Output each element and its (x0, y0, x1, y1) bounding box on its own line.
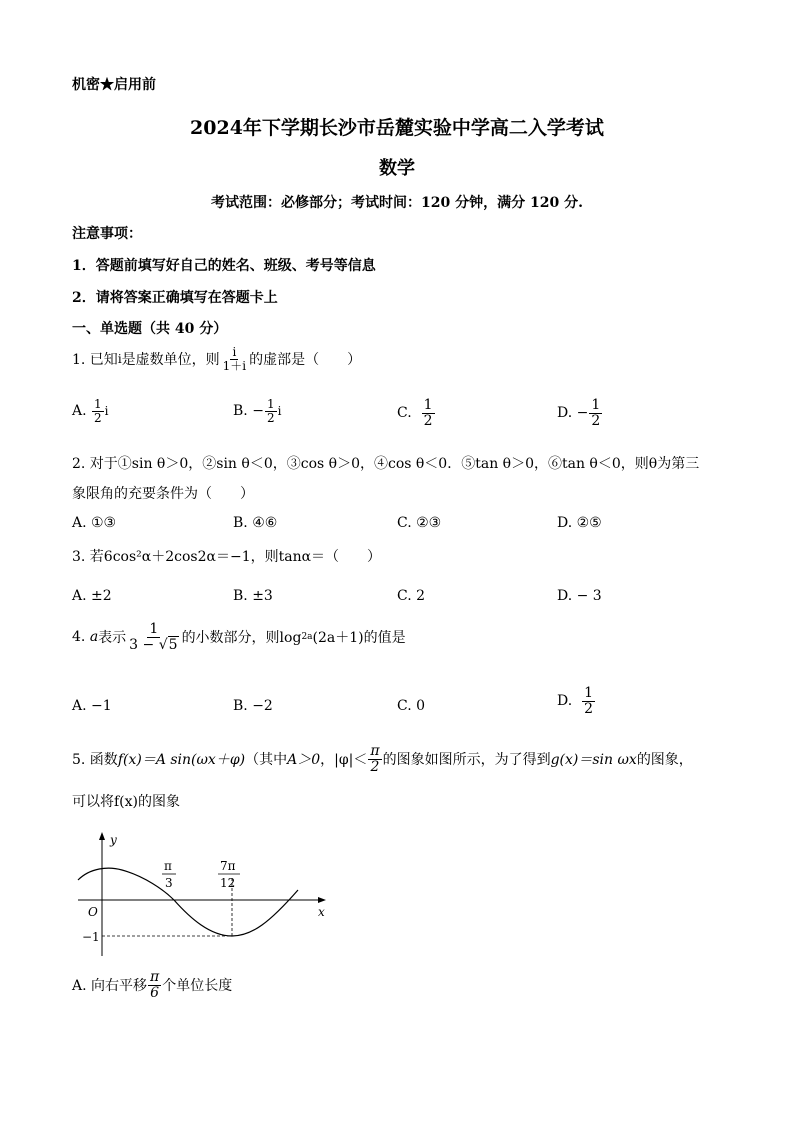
note-item: 1．答题前填写好自己的姓名、班级、考号等信息 (72, 258, 376, 274)
q5-part2: （其中 (245, 752, 288, 769)
origin-label: O (88, 905, 98, 919)
option-suffix: 个单位长度 (162, 978, 233, 995)
frac-den: 6 (150, 984, 160, 1001)
tick2-den: 12 (220, 876, 236, 890)
tick1-num: π (164, 859, 172, 873)
question-5 (72, 744, 693, 774)
secret-label: 机密★启用前 (72, 77, 156, 93)
frac-num: 1 (266, 397, 275, 411)
question-1 (72, 346, 361, 372)
tick2-num: 7π (220, 859, 236, 873)
note-item: 2．请将答案正确填写在答题卡上 (72, 290, 278, 306)
q4-option-c[interactable]: C. 0 (397, 698, 426, 714)
sine-graph (60, 828, 350, 960)
q1-mid: 是虚数单位，则 (121, 352, 220, 369)
q4-option-a[interactable]: A. −1 (72, 698, 112, 714)
q4-option-d[interactable] (557, 686, 596, 716)
x-label: x (318, 905, 325, 919)
option-label: B. (233, 403, 248, 420)
q1-frac-den: 1＋i (222, 358, 247, 373)
exam-scope: 考试范围：必修部分；考试时间：120 分钟，满分 120 分. (211, 195, 583, 211)
question-4 (72, 622, 406, 652)
frac-den: 3 − √5 (129, 636, 178, 653)
y-axis-arrow-icon (99, 832, 105, 840)
frac-den: 2 (370, 758, 380, 775)
option-prefix: A. 向右平移 (72, 978, 148, 995)
frac-den: 2 (423, 412, 433, 429)
q4-var: a (89, 629, 99, 646)
option-fraction (582, 686, 595, 716)
q2-option-b[interactable]: B. ④⑥ (233, 515, 278, 531)
q3-option-d[interactable]: D. − 3 (557, 588, 602, 604)
frac-num: 1 (94, 397, 102, 411)
q5-part1: 5. 函数 (72, 752, 118, 769)
option-fraction (589, 398, 602, 428)
q5-part4: 的图象如图所示，为了得到 (382, 752, 551, 769)
q4-fraction (127, 622, 180, 652)
x-axis-arrow-icon (318, 897, 326, 903)
option-tail: i (277, 404, 282, 419)
tick1-den: 3 (165, 876, 173, 890)
section-heading: 一、单选题（共 40 分） (72, 321, 228, 337)
q1-option-c[interactable] (397, 398, 436, 428)
option-fraction (92, 398, 104, 424)
q5-cond1: A＞0 (287, 752, 321, 769)
q4-log-arg: (2a＋1)的值是 (312, 630, 406, 647)
q5-f: f(x)＝A sin(ωx＋φ) (117, 752, 246, 769)
q4-option-b[interactable]: B. −2 (233, 698, 273, 714)
q2-option-c[interactable]: C. ②③ (397, 515, 442, 531)
q1-option-d[interactable] (557, 398, 603, 428)
ymin-label: −1 (82, 930, 100, 944)
q4-log-sub: 2a (301, 632, 313, 643)
q3-option-a[interactable]: A. ±2 (72, 588, 112, 604)
y-label: y (110, 833, 117, 847)
q5-line2: 可以将f(x)的图象 (72, 794, 181, 810)
q4-mid: 表示 (98, 630, 127, 647)
q5-g: g(x)＝sin ωx (550, 752, 637, 769)
q3-text: 3. 若6cos²α＋2cos2α＝−1，则tanα＝（ ） (72, 549, 382, 565)
option-label: D. (557, 405, 573, 422)
exam-title: 2024年下学期长沙市岳麓实验中学高二入学考试 (190, 117, 604, 139)
frac-den: 2 (266, 410, 275, 425)
q2-line2: 象限角的充要条件为（ ） (72, 486, 254, 502)
option-sign: − (576, 405, 589, 422)
option-label: D. (557, 693, 573, 710)
frac-num: π (150, 969, 160, 985)
option-fraction (422, 398, 435, 428)
q1-suffix: 的虚部是（ ） (249, 352, 362, 369)
q1-option-b[interactable] (233, 398, 281, 424)
q1-fraction (221, 346, 248, 372)
option-label: C. (397, 405, 412, 422)
frac-num: 1 (149, 621, 159, 637)
option-sign: − (252, 403, 264, 420)
frac-den: 2 (591, 412, 601, 429)
q3-option-b[interactable]: B. ±3 (233, 588, 273, 604)
q5-part5: 的图象， (636, 752, 693, 769)
q4-suffix: 的小数部分，则log (181, 630, 302, 647)
frac-den: 2 (94, 410, 102, 425)
q4-prefix: 4. (72, 629, 86, 646)
option-fraction (148, 970, 161, 1000)
frac-num: π (370, 743, 380, 759)
q1-frac-num: i (232, 345, 237, 359)
option-tail: i (104, 404, 109, 419)
q5-part3: ，|φ|＜ (320, 752, 368, 769)
notes-heading: 注意事项： (72, 226, 142, 242)
q1-prefix: 1. 已知 (72, 352, 118, 369)
frac-den: 2 (584, 700, 594, 717)
q2-option-d[interactable]: D. ②⑤ (557, 515, 602, 531)
q5-option-a[interactable] (72, 970, 232, 1000)
frac-num: 1 (591, 397, 601, 413)
q1-i: i (117, 352, 122, 367)
frac-den-pre: 3 − (129, 636, 159, 653)
sine-curve (78, 868, 298, 936)
q2-option-a[interactable]: A. ①③ (72, 515, 117, 531)
q3-option-c[interactable]: C. 2 (397, 588, 426, 604)
q1-option-a[interactable] (72, 398, 109, 424)
q2-line1: 2. 对于①sin θ＞0，②sin θ＜0，③cos θ＞0，④cos θ＜0．⑤tan θ＞0，⑥tan θ＜0，则θ为第三 (72, 456, 700, 472)
q5-fraction (368, 744, 381, 774)
option-fraction (265, 398, 277, 424)
option-label: A. (72, 403, 87, 420)
subject-title: 数学 (379, 158, 415, 179)
frac-num: 1 (584, 685, 594, 701)
frac-num: 1 (423, 397, 433, 413)
frac-den-sqrt: 5 (168, 636, 178, 653)
